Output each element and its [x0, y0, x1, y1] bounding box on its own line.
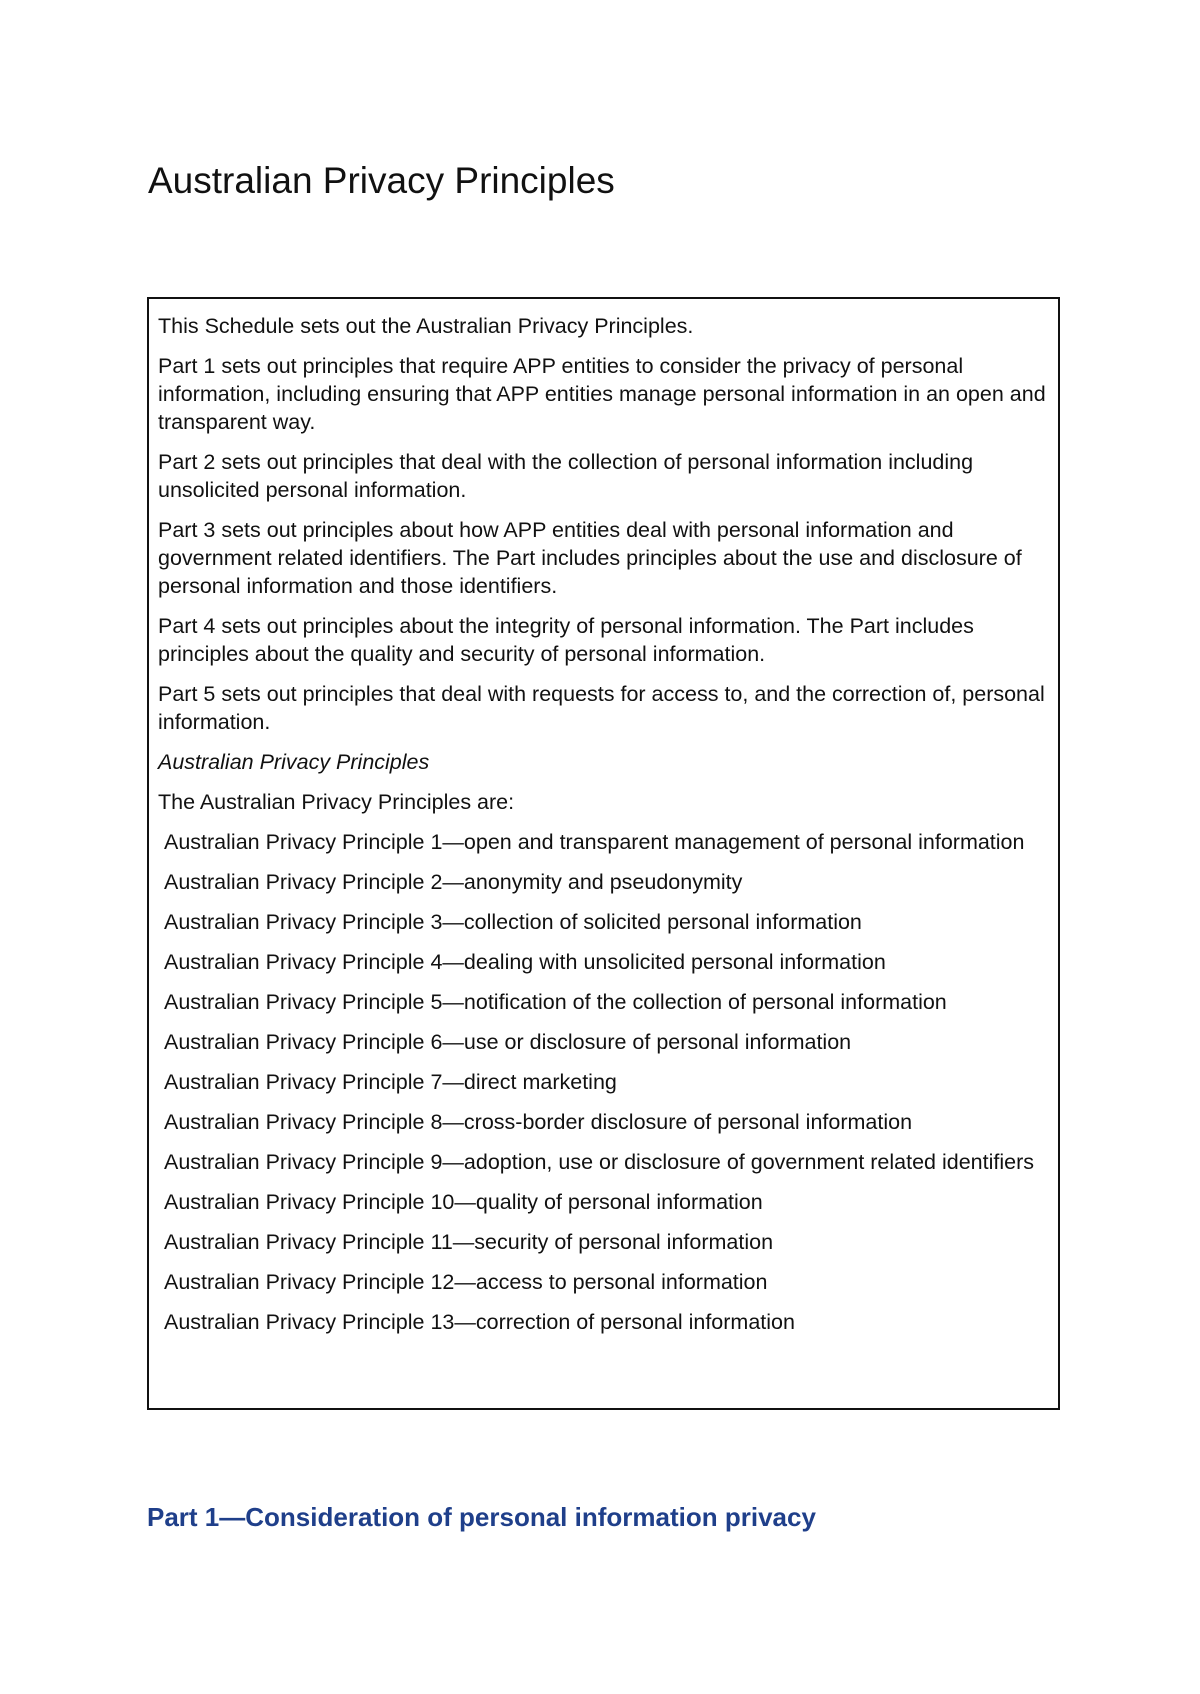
principle-item	[158, 1148, 1048, 1176]
principle-item	[158, 988, 1048, 1016]
page-title: Australian Privacy Principles	[148, 160, 615, 201]
principle-text: Australian Privacy Principle 7—direct marketing	[164, 1070, 617, 1094]
part-2-summary-paragraph: Part 2 sets out principles that deal with the collection of personal information including unsolicited personal information.	[158, 450, 974, 502]
principle-item	[158, 948, 1048, 976]
principle-text: Australian Privacy Principle 6—use or disclosure of personal information	[164, 1030, 852, 1054]
principle-item	[158, 1188, 1048, 1216]
principle-text: Australian Privacy Principle 12—access to personal information	[164, 1270, 768, 1294]
principle-text: Australian Privacy Principle 10—quality of personal information	[164, 1190, 763, 1214]
principle-item	[158, 828, 1048, 856]
part-1-heading: Part 1—Consideration of personal information privacy	[147, 1502, 816, 1532]
schedule-box	[147, 297, 1060, 1410]
principle-text: Australian Privacy Principle 3—collection of solicited personal information	[164, 910, 862, 934]
principle-text: Australian Privacy Principle 13—correction of personal information	[164, 1310, 795, 1334]
principles-intro: The Australian Privacy Principles are:	[158, 790, 515, 814]
principle-text: Australian Privacy Principle 9—adoption, use or disclosure of government related identifiers	[164, 1150, 1034, 1174]
principle-item	[158, 1228, 1048, 1256]
principle-item	[158, 1108, 1048, 1136]
schedule-intro-paragraph: This Schedule sets out the Australian Privacy Principles.	[158, 314, 694, 338]
principle-text: Australian Privacy Principle 8—cross-border disclosure of personal information	[164, 1110, 913, 1134]
principle-item	[158, 868, 1048, 896]
part-4-summary-paragraph: Part 4 sets out principles about the integrity of personal information. The Part includes principles about the quality and security of personal information.	[158, 614, 974, 666]
principle-item	[158, 1028, 1048, 1056]
principle-text: Australian Privacy Principle 11—security of personal information	[164, 1230, 774, 1254]
principle-item	[158, 1268, 1048, 1296]
principle-text: Australian Privacy Principle 5—notification of the collection of personal information	[164, 990, 947, 1014]
box-subheading: Australian Privacy Principles	[158, 750, 430, 774]
principle-text: Australian Privacy Principle 4—dealing with unsolicited personal information	[164, 950, 886, 974]
principle-item	[158, 908, 1048, 936]
part-5-summary-paragraph: Part 5 sets out principles that deal with requests for access to, and the correction of, personal information.	[158, 682, 1045, 734]
principle-text: Australian Privacy Principle 1—open and transparent management of personal information	[164, 830, 1025, 854]
principle-list	[158, 828, 1048, 1336]
principle-text: Australian Privacy Principle 2—anonymity and pseudonymity	[164, 870, 743, 894]
part-1-summary-paragraph: Part 1 sets out principles that require APP entities to consider the privacy of personal information, including ensuring that APP entities manage personal information in an open and transparent way.	[158, 354, 1046, 434]
principle-item	[158, 1308, 1048, 1336]
part-3-summary-paragraph: Part 3 sets out principles about how APP entities deal with personal information and government related identifiers. The Part includes principles about the use and disclosure of personal information and those identifiers.	[158, 518, 1022, 598]
principle-item	[158, 1068, 1048, 1096]
